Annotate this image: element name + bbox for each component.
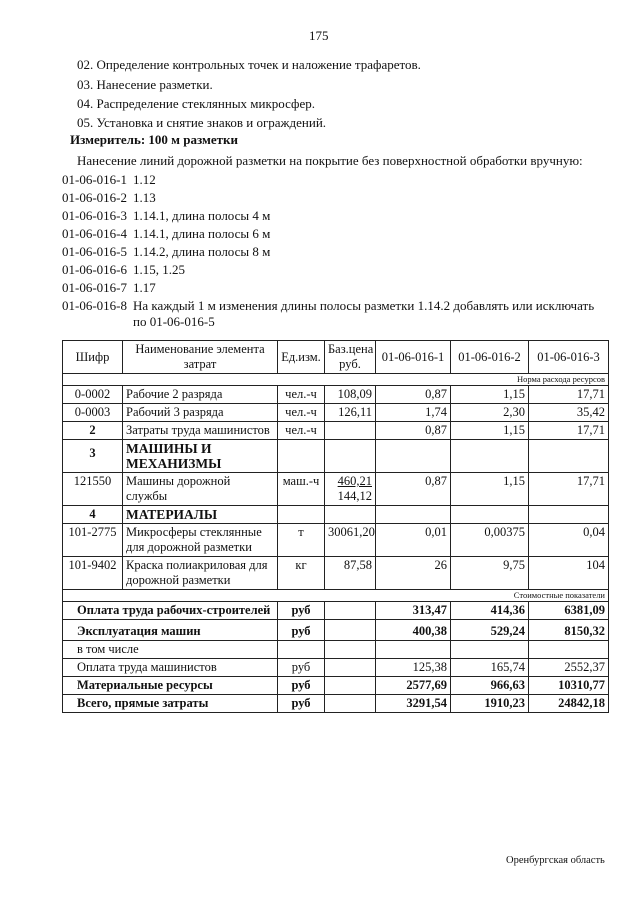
row-v3: 104 [529, 557, 609, 590]
row-price [325, 422, 376, 440]
row-unit: чел.-ч [278, 404, 325, 422]
empty-cell [376, 641, 451, 659]
row-code: 101-9402 [63, 557, 123, 590]
row-unit: т [278, 524, 325, 557]
row-unit: чел.-ч [278, 422, 325, 440]
header-name: Наименование элемента затрат [123, 341, 278, 374]
summary-row [63, 677, 609, 695]
row-code: 0-0003 [63, 404, 123, 422]
summary-v1: 125,38 [376, 659, 451, 677]
cost-caption-row [63, 590, 609, 602]
row-unit: маш.-ч [278, 473, 325, 506]
row-price: 460,21 [337, 474, 372, 488]
empty-cell [325, 695, 376, 713]
row-price: 126,11 [325, 404, 376, 422]
row-v2: 0,00375 [451, 524, 529, 557]
row-price-secondary: 144,12 [337, 489, 372, 503]
summary-unit: руб [278, 602, 325, 620]
page-number: 175 [309, 28, 329, 43]
row-v3: 0,04 [529, 524, 609, 557]
row-code: 121550 [63, 473, 123, 506]
footer-region: Оренбургская область [506, 855, 605, 866]
row-name: Микросферы стеклянные для дорожной разметки [123, 524, 278, 557]
norm-caption: Норма расхода ресурсов [63, 374, 609, 386]
row-v2: 1,15 [451, 422, 529, 440]
summary-v1: 313,47 [376, 602, 451, 620]
code-2: 01-06-016-2 [62, 190, 127, 205]
row-code: 4 [63, 506, 123, 524]
empty-cell [325, 506, 376, 524]
summary-row [63, 641, 609, 659]
empty-cell [325, 677, 376, 695]
summary-v1: 400,38 [376, 620, 451, 641]
empty-cell [451, 641, 529, 659]
code-8: 01-06-016-8 [62, 298, 127, 313]
code-2-desc: 1.13 [133, 190, 156, 205]
code-5: 01-06-016-5 [62, 244, 127, 259]
summary-name: Оплата труда рабочих-строителей [63, 602, 278, 620]
code-7-desc: 1.17 [133, 280, 156, 295]
code-4: 01-06-016-4 [62, 226, 127, 241]
empty-cell [451, 440, 529, 473]
row-price: 30061,20 [325, 524, 376, 557]
summary-row [63, 659, 609, 677]
empty-cell [278, 506, 325, 524]
empty-cell [325, 641, 376, 659]
empty-cell [529, 506, 609, 524]
code-1: 01-06-016-1 [62, 172, 127, 187]
step-03: 03. Нанесение разметки. [77, 77, 213, 92]
summary-v3: 2552,37 [529, 659, 609, 677]
header-col2: 01-06-016-2 [451, 341, 529, 374]
row-v2: 2,30 [451, 404, 529, 422]
summary-unit: руб [278, 695, 325, 713]
norm-caption-row [63, 374, 609, 386]
row-name: Рабочий 3 разряда [123, 404, 278, 422]
cost-caption: Стоимостные показатели [63, 590, 609, 602]
summary-row [63, 620, 609, 641]
row-v1: 0,87 [376, 473, 451, 506]
empty-cell [529, 641, 609, 659]
row-code: 0-0002 [63, 386, 123, 404]
row-price: 108,09 [325, 386, 376, 404]
summary-name: Эксплуатация машин [63, 620, 278, 641]
row-price: 87,58 [325, 557, 376, 590]
summary-v2: 529,24 [451, 620, 529, 641]
summary-v2: 1910,23 [451, 695, 529, 713]
row-v2: 9,75 [451, 557, 529, 590]
empty-cell [325, 659, 376, 677]
summary-row [63, 695, 609, 713]
row-v3: 35,42 [529, 404, 609, 422]
row-v3: 17,71 [529, 473, 609, 506]
summary-v2: 414,36 [451, 602, 529, 620]
summary-v3: 6381,09 [529, 602, 609, 620]
code-6: 01-06-016-6 [62, 262, 127, 277]
header-code: Шифр [63, 341, 123, 374]
row-name: Рабочие 2 разряда [123, 386, 278, 404]
summary-name: Материальные ресурсы [63, 677, 278, 695]
table-row [63, 506, 609, 524]
empty-cell [278, 440, 325, 473]
table-header-row [63, 341, 609, 374]
code-7: 01-06-016-7 [62, 280, 127, 295]
summary-v3: 8150,32 [529, 620, 609, 641]
step-05: 05. Установка и снятие знаков и ограждений. [77, 115, 327, 130]
header-col1: 01-06-016-1 [376, 341, 451, 374]
summary-name: Оплата труда машинистов [63, 659, 278, 677]
row-v2: 1,15 [451, 386, 529, 404]
table-row [63, 422, 609, 440]
code-3-desc: 1.14.1, длина полосы 4 м [133, 208, 271, 223]
row-name: Затраты труда машинистов [123, 422, 278, 440]
table-row [63, 557, 609, 590]
summary-unit: руб [278, 659, 325, 677]
row-unit: кг [278, 557, 325, 590]
row-name: Краска полиакриловая для дорожной разметки [123, 557, 278, 590]
header-unit: Ед.изм. [278, 341, 325, 374]
code-8-desc-cont: по 01-06-016-5 [133, 314, 215, 329]
row-price-cell [325, 473, 376, 506]
intro-text: Нанесение линий дорожной разметки на покрытие без поверхностной обработки вручную: [77, 153, 583, 168]
summary-name: в том числе [63, 641, 278, 659]
empty-cell [278, 641, 325, 659]
row-v1: 0,87 [376, 386, 451, 404]
row-unit: чел.-ч [278, 386, 325, 404]
code-8-desc: На каждый 1 м изменения длины полосы разметки 1.14.2 добавлять или исключать [133, 298, 595, 313]
step-04: 04. Распределение стеклянных микросфер. [77, 96, 315, 111]
code-5-desc: 1.14.2, длина полосы 8 м [133, 244, 271, 259]
row-code: 2 [63, 422, 123, 440]
summary-v3: 24842,18 [529, 695, 609, 713]
empty-cell [325, 620, 376, 641]
row-v1: 0,87 [376, 422, 451, 440]
code-3: 01-06-016-3 [62, 208, 127, 223]
empty-cell [451, 506, 529, 524]
row-name: Машины дорожной службы [123, 473, 278, 506]
header-price: Баз.цена руб. [325, 341, 376, 374]
code-1-desc: 1.12 [133, 172, 156, 187]
summary-v3: 10310,77 [529, 677, 609, 695]
table-row [63, 386, 609, 404]
summary-name: Всего, прямые затраты [63, 695, 278, 713]
empty-cell [325, 440, 376, 473]
empty-cell [376, 440, 451, 473]
row-name: МАШИНЫ И МЕХАНИЗМЫ [123, 440, 278, 473]
summary-v1: 2577,69 [376, 677, 451, 695]
table-row [63, 440, 609, 473]
row-v1: 1,74 [376, 404, 451, 422]
measure-unit: Измеритель: 100 м разметки [70, 132, 239, 147]
row-name: МАТЕРИАЛЫ [123, 506, 278, 524]
table-row [63, 404, 609, 422]
empty-cell [376, 506, 451, 524]
row-code: 101-2775 [63, 524, 123, 557]
resource-table [62, 340, 609, 713]
summary-v1: 3291,54 [376, 695, 451, 713]
summary-unit: руб [278, 677, 325, 695]
summary-unit: руб [278, 620, 325, 641]
row-code: 3 [63, 440, 123, 473]
row-v3: 17,71 [529, 386, 609, 404]
step-02: 02. Определение контрольных точек и наложение трафаретов. [77, 57, 421, 72]
code-4-desc: 1.14.1, длина полосы 6 м [133, 226, 271, 241]
empty-cell [529, 440, 609, 473]
table-row [63, 473, 609, 506]
summary-v2: 966,63 [451, 677, 529, 695]
row-v2: 1,15 [451, 473, 529, 506]
row-v1: 26 [376, 557, 451, 590]
empty-cell [325, 602, 376, 620]
table-row [63, 524, 609, 557]
row-v3: 17,71 [529, 422, 609, 440]
summary-row [63, 602, 609, 620]
code-6-desc: 1.15, 1.25 [133, 262, 185, 277]
summary-v2: 165,74 [451, 659, 529, 677]
row-v1: 0,01 [376, 524, 451, 557]
header-col3: 01-06-016-3 [529, 341, 609, 374]
